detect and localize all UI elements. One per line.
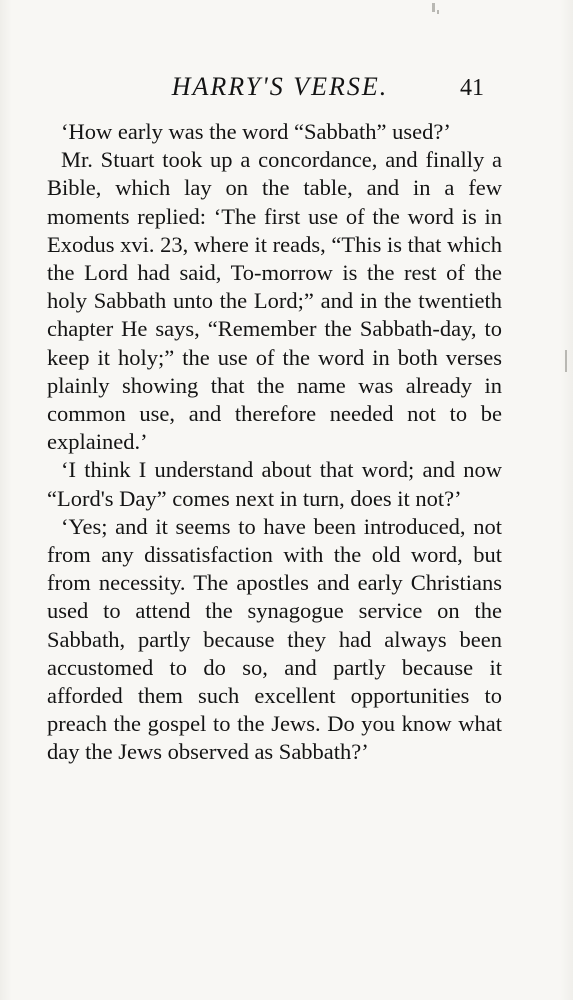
page-number: 41: [460, 75, 484, 101]
scan-speck: [437, 10, 439, 14]
paragraph-synagogue-answer: ‘Yes; and it seems to have been introduced, not from any dissatisfaction with the old word, but from necessity. The apostles and early Christians used to attend the synagogue service on the Sabbath, partly because they had always been accustomed to do so, and partly because it afforded them such excellent opportunities to preach the gospel to the Jews. Do you know what day the Jews observed as Sabbath?’: [47, 513, 502, 765]
body-text: [47, 118, 502, 767]
running-title: HARRY'S VERSE.: [171, 72, 389, 101]
paragraph-lords-day-question: ‘I think I understand about that word; and now “Lord's Day” comes next in turn, does it not?’: [47, 457, 502, 511]
scan-speck: [565, 350, 567, 372]
paragraph-exodus-reply: Mr. Stuart took up a concordance, and finally a Bible, which lay on the table, and in a few moments replied: ‘The first use of the word is in Exodus xvi. 23, where it reads, “This is that which the Lord had said, To-morrow is the rest of the holy Sabbath unto the Lord;” and in the twentieth chapter He says, “Remember the Sabbath-day, to keep it holy;” the use of the word in both verses plainly showing that the name was already in common use, and therefore needed not to be explained.’: [47, 147, 502, 455]
scan-speck: [432, 3, 435, 12]
paragraph-question-sabbath: ‘How early was the word “Sabbath” used?’: [61, 119, 451, 144]
